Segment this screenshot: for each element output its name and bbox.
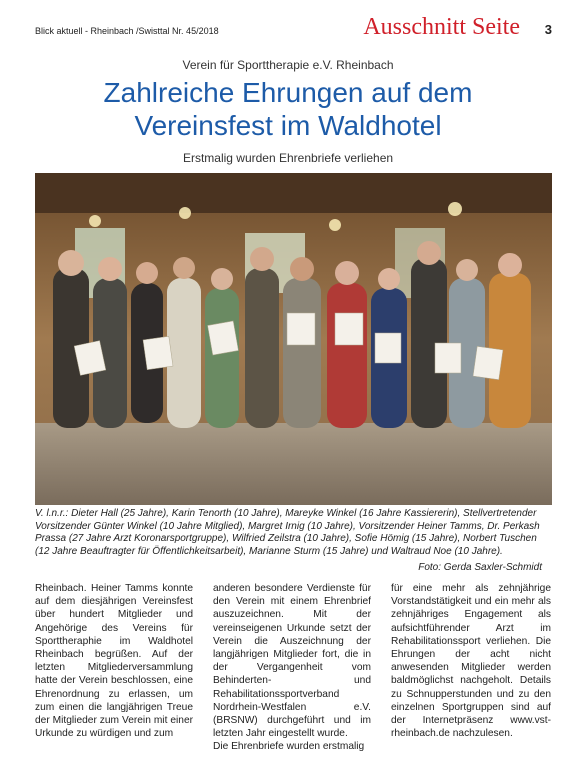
photo-credit: Foto: Gerda Saxler-Schmidt bbox=[418, 562, 542, 573]
headline-line-2: Vereinsfest im Waldhotel bbox=[134, 110, 442, 141]
article-subline: Erstmalig wurden Ehrenbriefe verliehen bbox=[182, 151, 394, 165]
article-column-2: anderen besondere Verdienste für den Verein mit einem Ehrenbrief auszuzeichnen. Mit der vereinseigenen Urkunde setzt der Verein die Auszeichnung der langjährigen Mitglieder fort, die in der Vergangenheit vom Behinderten- und Rehabilitationssportverband Nordrhein-Westfalen e.V. (BRSNW) durchgeführt und im letzten Jahr eingestellt wurde. Die Ehrenbriefe wurden erstmalig bbox=[213, 583, 371, 753]
photo-caption: V. l.n.r.: Dieter Hall (25 Jahre), Karin Tenorth (10 Jahre), Mareyke Winkel (16 Jahre Kassiererin), Stellvertretender Vorsitzender Günter Winkel (10 Jahre Mitglied), Margret Irnig (10 Jahre), Vorsitzender Heiner Tamms, Dr. Perkash Prassa (27 Jahre Arzt Koronarsportgruppe), Wilfried Zeilstra (10 Jahre), Sofie Hömig (15 Jahre), Norbert Tuschen (12 Jahre Beauftragter für Öffentlichkeitsarbeit), Marianne Sturm (15 Jahre) und Waltraud Noe (10 Jahre). bbox=[35, 508, 540, 557]
publication-line: Blick aktuell - Rheinbach /Swisttal Nr. 45/2018 bbox=[35, 26, 219, 36]
headline-line-1: Zahlreiche Ehrungen auf dem bbox=[103, 77, 473, 108]
group-photo-illustration bbox=[35, 173, 552, 505]
article-kicker: Verein für Sporttherapie e.V. Rheinbach bbox=[182, 58, 394, 72]
article-headline bbox=[0, 76, 576, 142]
page-number: 3 bbox=[544, 22, 552, 37]
section-label: Ausschnitt Seite bbox=[363, 14, 520, 40]
article-column-3: für eine mehr als zehnjährige Vorstandstätigkeit und ein mehr als zehnjähriges Engagement als aufsichtführender Arzt im Rehabilitationssport verliehen. Die Ehrungen der acht nicht anwesenden Mitglieder werden baldmöglichst nachgeholt. Details zu Schnupperstunden und zu den einzelnen Sportgruppen sind auf der Internetpräsenz www.vst-rheinbach.de nachzulesen. bbox=[391, 583, 551, 740]
article-column-1: Rheinbach. Heiner Tamms konnte auf dem diesjährigen Vereinsfest über hundert Mitglieder und Angehörige des Vereins für Sporttheraphie im Waldhotel Rheinbach begrüßen. Auf der letzten Mitgliederversammlung hatte der Verein beschlossen, eine Ehrenordnung zu erlassen, um zum einen die langjährigen Treue der Mitglieder zum Verein mit einer Urkunde zu würdigen und zum bbox=[35, 583, 193, 740]
group-photo bbox=[35, 173, 552, 505]
